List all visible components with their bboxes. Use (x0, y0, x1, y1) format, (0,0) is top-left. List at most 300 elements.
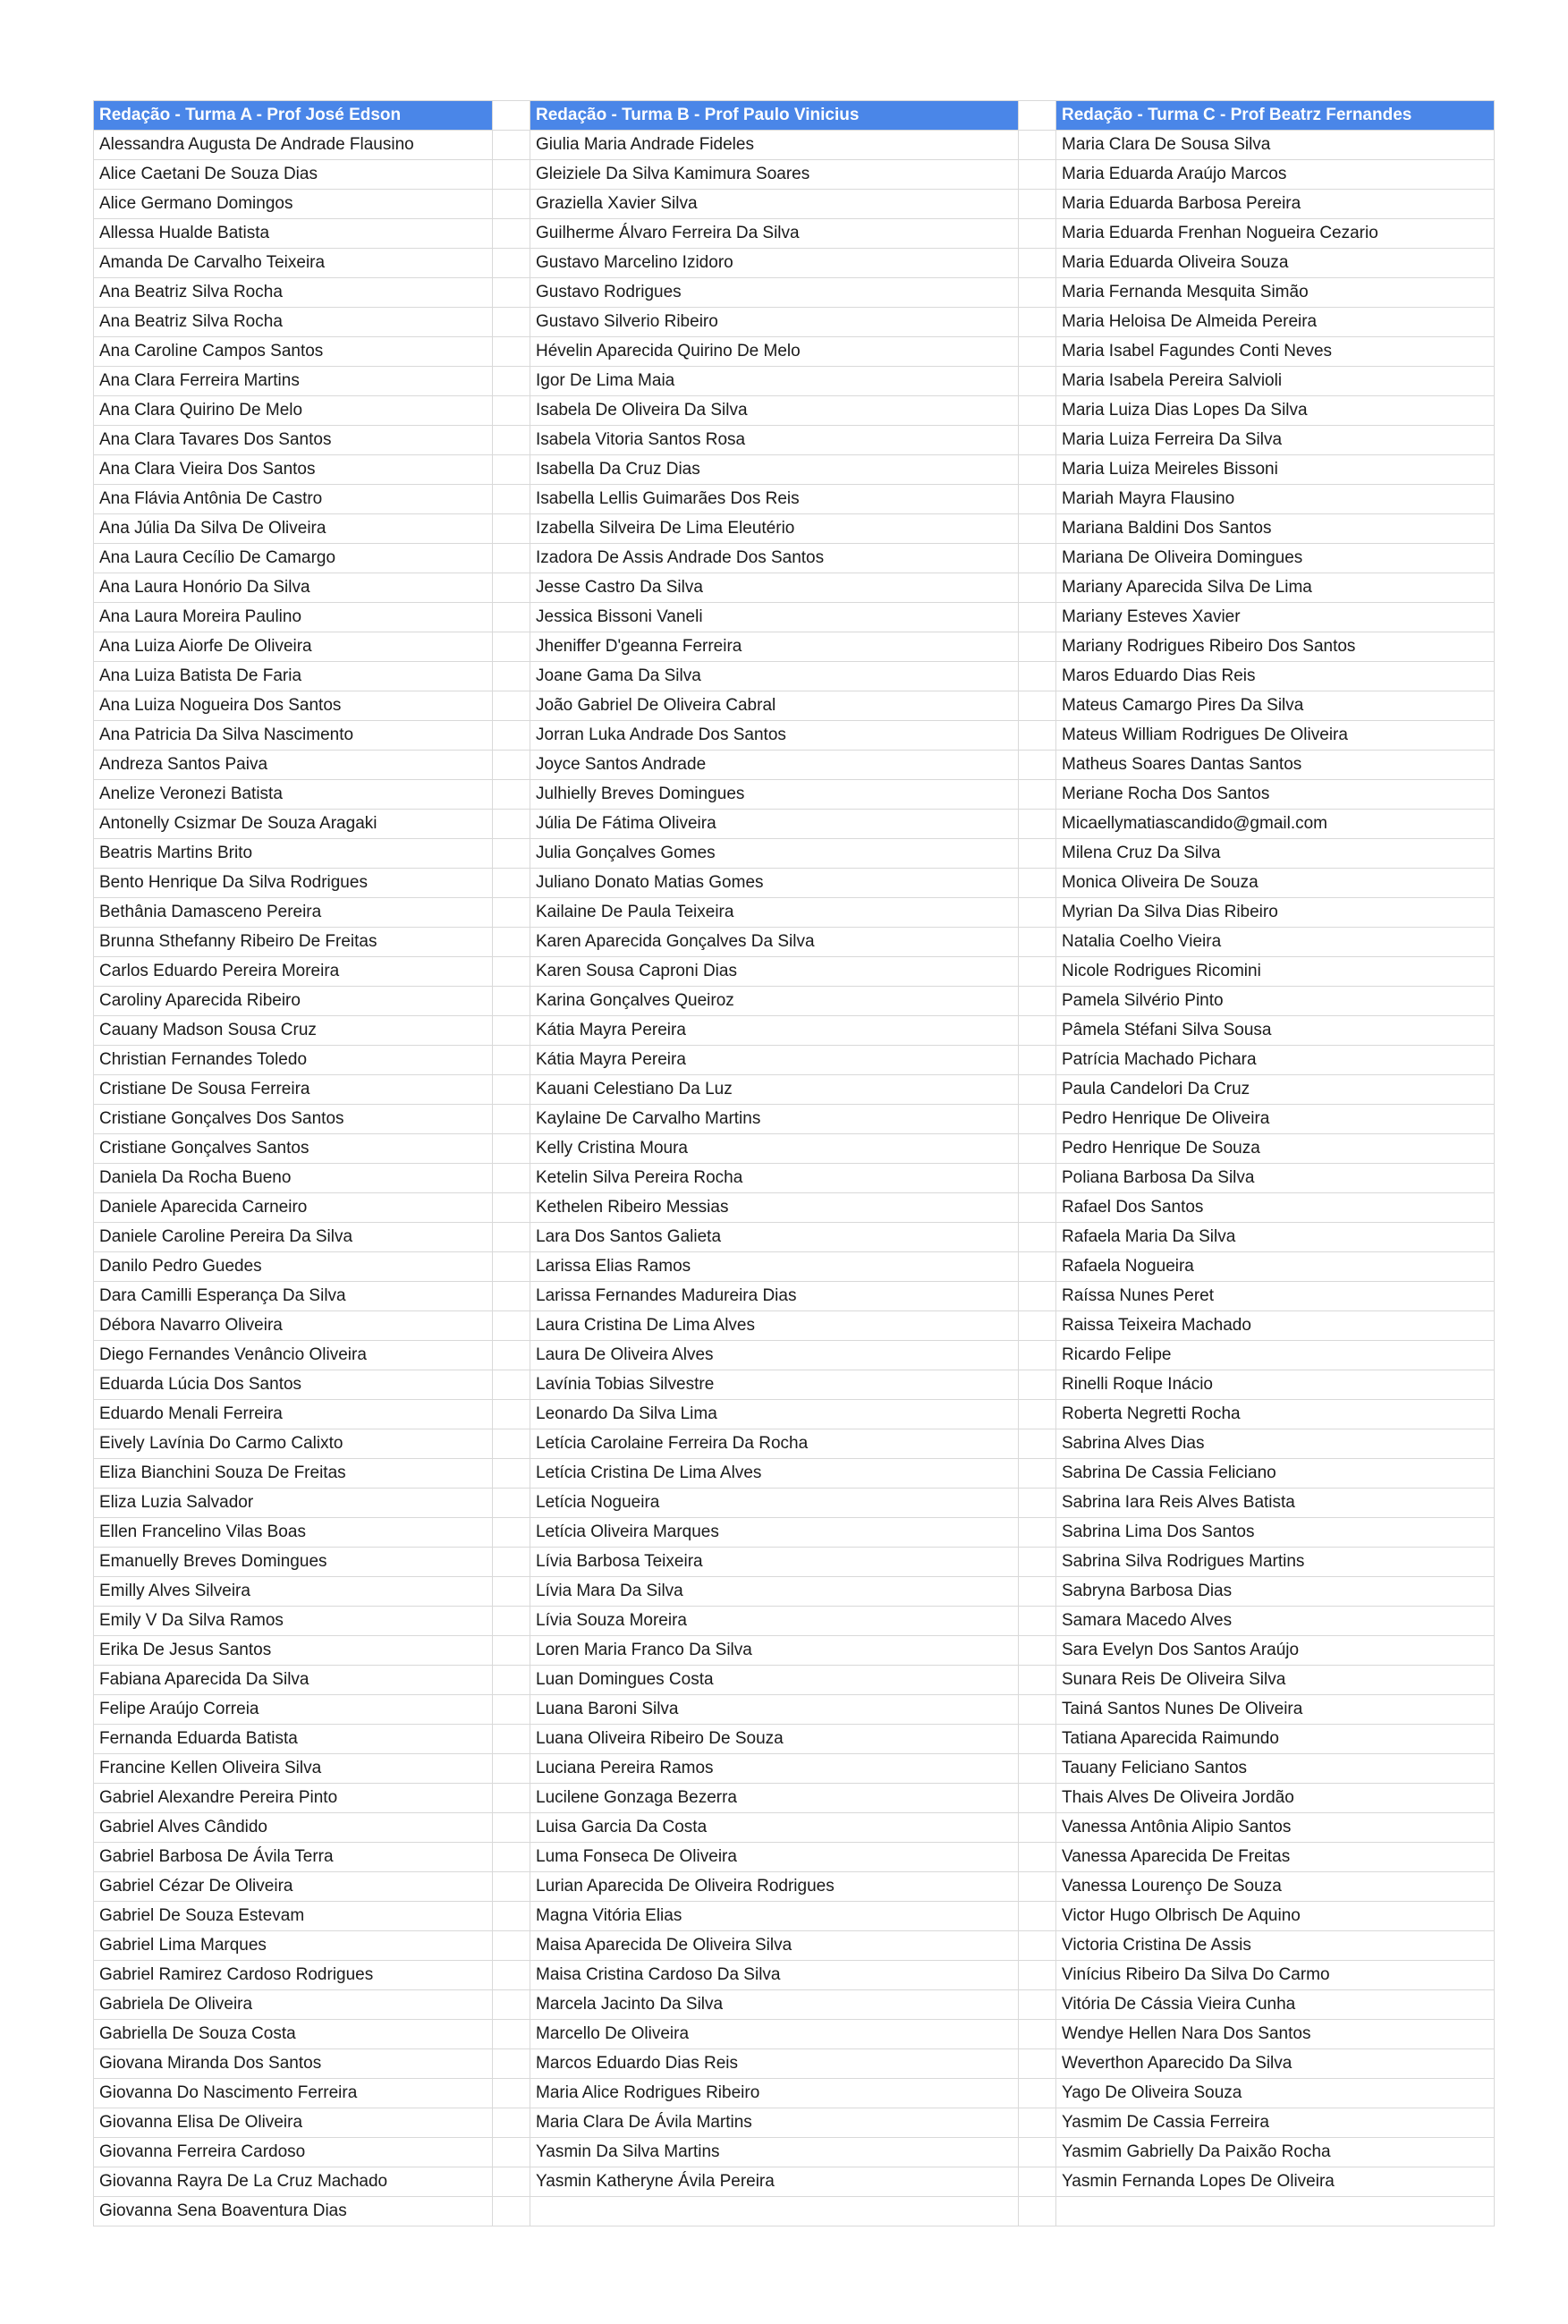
spacer-cell (1019, 1784, 1056, 1813)
turma-a-student-cell: Ana Clara Tavares Dos Santos (94, 426, 493, 455)
turma-b-student-cell: Larissa Elias Ramos (530, 1252, 1019, 1282)
spacer-cell (493, 337, 530, 367)
spacer-cell (493, 1666, 530, 1695)
spacer-cell (1019, 1754, 1056, 1784)
turma-a-student-cell: Gabriel Barbosa De Ávila Terra (94, 1843, 493, 1872)
spacer-cell (1019, 160, 1056, 190)
class-roster-sheet (93, 100, 1495, 2226)
turma-b-student-cell: João Gabriel De Oliveira Cabral (530, 691, 1019, 721)
table-row (94, 603, 1495, 632)
turma-a-student-cell: Bento Henrique Da Silva Rodrigues (94, 869, 493, 898)
spacer-cell (1019, 1607, 1056, 1636)
turma-a-student-cell: Ana Caroline Campos Santos (94, 337, 493, 367)
turma-c-student-cell: Matheus Soares Dantas Santos (1056, 751, 1495, 780)
spacer-cell (1019, 249, 1056, 278)
spacer-cell (493, 1695, 530, 1725)
table-row (94, 514, 1495, 544)
spacer-cell (1019, 426, 1056, 455)
spacer-cell (1019, 839, 1056, 869)
table-row (94, 1105, 1495, 1134)
table-row (94, 573, 1495, 603)
turma-c-student-cell: Poliana Barbosa Da Silva (1056, 1164, 1495, 1193)
table-row (94, 780, 1495, 810)
turma-c-student-cell: Wendye Hellen Nara Dos Santos (1056, 2020, 1495, 2049)
spacer-cell (493, 2108, 530, 2138)
spacer-cell (1019, 1961, 1056, 1990)
table-row (94, 160, 1495, 190)
spacer-cell (1019, 1489, 1056, 1518)
turma-c-student-cell: Mariany Esteves Xavier (1056, 603, 1495, 632)
turma-c-student-cell: Yasmin Fernanda Lopes De Oliveira (1056, 2167, 1495, 2197)
turma-c-student-cell: Maria Isabel Fagundes Conti Neves (1056, 337, 1495, 367)
spacer-cell (1019, 1872, 1056, 1902)
turma-c-student-cell: Weverthon Aparecido Da Silva (1056, 2049, 1495, 2079)
table-row (94, 1164, 1495, 1193)
turma-a-student-cell: Daniela Da Rocha Bueno (94, 1164, 493, 1193)
turma-b-student-cell: Letícia Carolaine Ferreira Da Rocha (530, 1429, 1019, 1459)
spacer-cell (493, 367, 530, 396)
turma-c-student-cell: Maria Luiza Ferreira Da Silva (1056, 426, 1495, 455)
turma-b-student-cell: Igor De Lima Maia (530, 367, 1019, 396)
turma-a-student-cell: Cristiane Gonçalves Dos Santos (94, 1105, 493, 1134)
turma-a-student-cell: Eliza Bianchini Souza De Freitas (94, 1459, 493, 1489)
turma-b-student-cell: Isabela De Oliveira Da Silva (530, 396, 1019, 426)
spacer-cell (493, 1016, 530, 1046)
turma-a-student-cell: Caroliny Aparecida Ribeiro (94, 987, 493, 1016)
turma-b-student-cell: Letícia Oliveira Marques (530, 1518, 1019, 1548)
spacer-cell (1019, 544, 1056, 573)
turma-a-student-cell: Fabiana Aparecida Da Silva (94, 1666, 493, 1695)
turma-b-student-cell: Luan Domingues Costa (530, 1666, 1019, 1695)
table-row (94, 1784, 1495, 1813)
table-row (94, 190, 1495, 219)
turma-a-student-cell: Giovanna Elisa De Oliveira (94, 2108, 493, 2138)
turma-b-student-cell: Jessica Bissoni Vaneli (530, 603, 1019, 632)
spacer-cell (493, 839, 530, 869)
spacer-cell (493, 603, 530, 632)
spacer-cell (493, 1311, 530, 1341)
spacer-cell (493, 190, 530, 219)
turma-b-student-cell: Luma Fonseca De Oliveira (530, 1843, 1019, 1872)
turma-a-student-cell: Ana Clara Ferreira Martins (94, 367, 493, 396)
table-row (94, 2197, 1495, 2226)
spacer-cell (493, 1429, 530, 1459)
table-row (94, 1400, 1495, 1429)
turma-b-student-cell (530, 2197, 1019, 2226)
turma-a-student-cell: Alice Germano Domingos (94, 190, 493, 219)
turma-b-student-cell: Luciana Pereira Ramos (530, 1754, 1019, 1784)
table-row (94, 810, 1495, 839)
table-row (94, 928, 1495, 957)
turma-a-student-cell: Alice Caetani De Souza Dias (94, 160, 493, 190)
turma-a-student-cell: Ellen Francelino Vilas Boas (94, 1518, 493, 1548)
roster-rows (94, 131, 1495, 2226)
spacer-cell (493, 1990, 530, 2020)
turma-c-student-cell: Mariana De Oliveira Domingues (1056, 544, 1495, 573)
turma-b-student-cell: Joane Gama Da Silva (530, 662, 1019, 691)
table-row (94, 1016, 1495, 1046)
spacer-cell (493, 2020, 530, 2049)
spacer-cell (1019, 1813, 1056, 1843)
turma-a-student-cell: Fernanda Eduarda Batista (94, 1725, 493, 1754)
turma-b-student-cell: Hévelin Aparecida Quirino De Melo (530, 337, 1019, 367)
turma-b-student-cell: Isabella Lellis Guimarães Dos Reis (530, 485, 1019, 514)
table-row (94, 1311, 1495, 1341)
turma-a-student-cell: Giovanna Sena Boaventura Dias (94, 2197, 493, 2226)
turma-a-student-cell: Gabriel Alexandre Pereira Pinto (94, 1784, 493, 1813)
turma-b-student-cell: Lívia Souza Moreira (530, 1607, 1019, 1636)
table-row (94, 1961, 1495, 1990)
spacer-cell (1019, 1636, 1056, 1666)
table-row (94, 957, 1495, 987)
table-row (94, 1489, 1495, 1518)
table-row (94, 1902, 1495, 1931)
turma-b-student-cell: Lívia Barbosa Teixeira (530, 1548, 1019, 1577)
spacer-cell (493, 957, 530, 987)
turma-b-student-cell: Laura De Oliveira Alves (530, 1341, 1019, 1370)
table-row (94, 691, 1495, 721)
spacer-cell (493, 573, 530, 603)
spacer-cell (1019, 2167, 1056, 2197)
turma-a-student-cell: Andreza Santos Paiva (94, 751, 493, 780)
spacer-cell (1019, 101, 1056, 131)
turma-a-header: Redação - Turma A - Prof José Edson (94, 101, 493, 131)
turma-c-student-cell: Sabrina Iara Reis Alves Batista (1056, 1489, 1495, 1518)
spacer-cell (493, 751, 530, 780)
table-row (94, 1252, 1495, 1282)
spacer-cell (493, 249, 530, 278)
turma-b-student-cell: Karen Sousa Caproni Dias (530, 957, 1019, 987)
table-row (94, 1518, 1495, 1548)
spacer-cell (493, 2079, 530, 2108)
spacer-cell (493, 898, 530, 928)
spacer-cell (1019, 1370, 1056, 1400)
turma-a-student-cell: Débora Navarro Oliveira (94, 1311, 493, 1341)
turma-b-student-cell: Isabella Da Cruz Dias (530, 455, 1019, 485)
spacer-cell (493, 780, 530, 810)
turma-a-student-cell: Antonelly Csizmar De Souza Aragaki (94, 810, 493, 839)
turma-b-student-cell: Lara Dos Santos Galieta (530, 1223, 1019, 1252)
turma-c-student-cell: Rinelli Roque Inácio (1056, 1370, 1495, 1400)
turma-b-student-cell: Kátia Mayra Pereira (530, 1046, 1019, 1075)
spacer-cell (1019, 1429, 1056, 1459)
spacer-cell (1019, 1282, 1056, 1311)
spacer-cell (493, 1725, 530, 1754)
table-row (94, 1046, 1495, 1075)
turma-b-student-cell: Marcello De Oliveira (530, 2020, 1019, 2049)
spacer-cell (493, 1518, 530, 1548)
turma-a-student-cell: Carlos Eduardo Pereira Moreira (94, 957, 493, 987)
turma-b-student-cell: Maria Alice Rodrigues Ribeiro (530, 2079, 1019, 2108)
spacer-cell (493, 1223, 530, 1252)
table-row (94, 131, 1495, 160)
spacer-cell (493, 721, 530, 751)
turma-c-student-cell: Sabrina De Cassia Feliciano (1056, 1459, 1495, 1489)
turma-c-student-cell: Thais Alves De Oliveira Jordão (1056, 1784, 1495, 1813)
turma-a-student-cell: Giovanna Do Nascimento Ferreira (94, 2079, 493, 2108)
spacer-cell (1019, 2049, 1056, 2079)
spacer-cell (1019, 219, 1056, 249)
turma-a-student-cell: Eduardo Menali Ferreira (94, 1400, 493, 1429)
spacer-cell (493, 2167, 530, 2197)
spacer-cell (493, 396, 530, 426)
turma-a-student-cell: Amanda De Carvalho Teixeira (94, 249, 493, 278)
turma-a-student-cell: Gabriel Lima Marques (94, 1931, 493, 1961)
turma-b-student-cell: Jheniffer D'geanna Ferreira (530, 632, 1019, 662)
turma-c-student-cell: Maria Fernanda Mesquita Simão (1056, 278, 1495, 308)
turma-a-student-cell: Ana Luiza Nogueira Dos Santos (94, 691, 493, 721)
spacer-cell (1019, 662, 1056, 691)
turma-b-student-cell: Lucilene Gonzaga Bezerra (530, 1784, 1019, 1813)
turma-c-student-cell: Maria Clara De Sousa Silva (1056, 131, 1495, 160)
turma-b-student-cell: Loren Maria Franco Da Silva (530, 1636, 1019, 1666)
spacer-cell (1019, 1990, 1056, 2020)
spacer-cell (493, 928, 530, 957)
spacer-cell (1019, 1548, 1056, 1577)
turma-b-student-cell: Kauani Celestiano Da Luz (530, 1075, 1019, 1105)
table-row (94, 1725, 1495, 1754)
spacer-cell (1019, 337, 1056, 367)
turma-c-student-cell: Tainá Santos Nunes De Oliveira (1056, 1695, 1495, 1725)
turma-c-student-cell: Natalia Coelho Vieira (1056, 928, 1495, 957)
turma-b-student-cell: Maisa Cristina Cardoso Da Silva (530, 1961, 1019, 1990)
turma-b-student-cell: Izabella Silveira De Lima Eleutério (530, 514, 1019, 544)
table-row (94, 1754, 1495, 1784)
turma-a-student-cell: Alessandra Augusta De Andrade Flausino (94, 131, 493, 160)
table-row (94, 1429, 1495, 1459)
turma-a-student-cell: Giovana Miranda Dos Santos (94, 2049, 493, 2079)
turma-c-student-cell: Maria Eduarda Frenhan Nogueira Cezario (1056, 219, 1495, 249)
turma-c-student-cell: Mateus Camargo Pires Da Silva (1056, 691, 1495, 721)
spacer-cell (1019, 780, 1056, 810)
table-row (94, 219, 1495, 249)
turma-a-student-cell: Gabriella De Souza Costa (94, 2020, 493, 2049)
turma-b-student-cell: Yasmin Katheryne Ávila Pereira (530, 2167, 1019, 2197)
table-row (94, 544, 1495, 573)
turma-a-student-cell: Cristiane De Sousa Ferreira (94, 1075, 493, 1105)
table-row (94, 1223, 1495, 1252)
spacer-cell (493, 1843, 530, 1872)
spacer-cell (493, 1046, 530, 1075)
turma-c-student-cell: Mateus William Rodrigues De Oliveira (1056, 721, 1495, 751)
turma-a-student-cell: Ana Júlia Da Silva De Oliveira (94, 514, 493, 544)
turma-c-student-cell: Vitória De Cássia Vieira Cunha (1056, 1990, 1495, 2020)
table-row (94, 721, 1495, 751)
turma-b-student-cell: Izadora De Assis Andrade Dos Santos (530, 544, 1019, 573)
spacer-cell (493, 1931, 530, 1961)
turma-c-student-cell: Monica Oliveira De Souza (1056, 869, 1495, 898)
turma-c-student-cell: Paula Candelori Da Cruz (1056, 1075, 1495, 1105)
spacer-cell (1019, 1016, 1056, 1046)
turma-c-student-cell: Myrian Da Silva Dias Ribeiro (1056, 898, 1495, 928)
spacer-cell (493, 1341, 530, 1370)
turma-a-student-cell: Diego Fernandes Venâncio Oliveira (94, 1341, 493, 1370)
table-row (94, 1370, 1495, 1400)
spacer-cell (493, 1459, 530, 1489)
spacer-cell (493, 1636, 530, 1666)
spacer-cell (1019, 928, 1056, 957)
turma-b-student-cell: Letícia Cristina De Lima Alves (530, 1459, 1019, 1489)
turma-b-student-cell: Ketelin Silva Pereira Rocha (530, 1164, 1019, 1193)
spacer-cell (1019, 751, 1056, 780)
turma-b-student-cell: Lavínia Tobias Silvestre (530, 1370, 1019, 1400)
spacer-cell (493, 131, 530, 160)
spacer-cell (1019, 1311, 1056, 1341)
spacer-cell (493, 2138, 530, 2167)
turma-c-student-cell: Maros Eduardo Dias Reis (1056, 662, 1495, 691)
turma-b-student-cell: Yasmin Da Silva Martins (530, 2138, 1019, 2167)
turma-a-student-cell: Francine Kellen Oliveira Silva (94, 1754, 493, 1784)
table-row (94, 898, 1495, 928)
turma-a-student-cell: Ana Flávia Antônia De Castro (94, 485, 493, 514)
turma-b-student-cell: Luana Oliveira Ribeiro De Souza (530, 1725, 1019, 1754)
table-row (94, 839, 1495, 869)
turma-a-student-cell: Brunna Sthefanny Ribeiro De Freitas (94, 928, 493, 957)
table-row (94, 2138, 1495, 2167)
turma-b-student-cell: Karina Gonçalves Queiroz (530, 987, 1019, 1016)
turma-a-student-cell: Giovanna Ferreira Cardoso (94, 2138, 493, 2167)
table-row (94, 1548, 1495, 1577)
turma-c-student-cell: Vanessa Aparecida De Freitas (1056, 1843, 1495, 1872)
turma-c-student-cell: Mariany Rodrigues Ribeiro Dos Santos (1056, 632, 1495, 662)
turma-b-student-cell: Maisa Aparecida De Oliveira Silva (530, 1931, 1019, 1961)
turma-a-student-cell: Christian Fernandes Toledo (94, 1046, 493, 1075)
table-row (94, 1075, 1495, 1105)
spacer-cell (493, 810, 530, 839)
turma-c-student-cell: Pamela Silvério Pinto (1056, 987, 1495, 1016)
turma-b-student-cell: Laura Cristina De Lima Alves (530, 1311, 1019, 1341)
spacer-cell (493, 1607, 530, 1636)
turma-a-student-cell: Ana Luiza Batista De Faria (94, 662, 493, 691)
spacer-cell (493, 455, 530, 485)
spacer-cell (1019, 1252, 1056, 1282)
spacer-cell (493, 1252, 530, 1282)
turma-b-student-cell: Marcos Eduardo Dias Reis (530, 2049, 1019, 2079)
spacer-cell (493, 160, 530, 190)
turma-b-student-cell: Lívia Mara Da Silva (530, 1577, 1019, 1607)
spacer-cell (1019, 721, 1056, 751)
turma-b-student-cell: Larissa Fernandes Madureira Dias (530, 1282, 1019, 1311)
turma-a-student-cell: Ana Clara Vieira Dos Santos (94, 455, 493, 485)
turma-c-student-cell: Pedro Henrique De Souza (1056, 1134, 1495, 1164)
turma-a-student-cell: Ana Luiza Aiorfe De Oliveira (94, 632, 493, 662)
spacer-cell (493, 485, 530, 514)
turma-a-student-cell: Gabriel Alves Cândido (94, 1813, 493, 1843)
turma-a-student-cell: Allessa Hualde Batista (94, 219, 493, 249)
spacer-cell (493, 426, 530, 455)
turma-a-student-cell: Felipe Araújo Correia (94, 1695, 493, 1725)
turma-a-student-cell: Erika De Jesus Santos (94, 1636, 493, 1666)
turma-a-student-cell: Ana Beatriz Silva Rocha (94, 278, 493, 308)
table-row (94, 2020, 1495, 2049)
turma-a-student-cell: Bethânia Damasceno Pereira (94, 898, 493, 928)
turma-a-student-cell: Anelize Veronezi Batista (94, 780, 493, 810)
turma-a-student-cell: Gabriel De Souza Estevam (94, 1902, 493, 1931)
table-row (94, 455, 1495, 485)
turma-c-student-cell: Mariana Baldini Dos Santos (1056, 514, 1495, 544)
spacer-cell (1019, 1193, 1056, 1223)
spacer-cell (1019, 1902, 1056, 1931)
spacer-cell (493, 1134, 530, 1164)
turma-a-student-cell: Eliza Luzia Salvador (94, 1489, 493, 1518)
turma-c-student-cell: Raissa Teixeira Machado (1056, 1311, 1495, 1341)
spacer-cell (1019, 1577, 1056, 1607)
turma-a-student-cell: Ana Laura Honório Da Silva (94, 573, 493, 603)
spacer-cell (1019, 1223, 1056, 1252)
table-row (94, 308, 1495, 337)
turma-c-student-cell: Micaellymatiascandido@gmail.com (1056, 810, 1495, 839)
table-row (94, 426, 1495, 455)
turma-c-student-cell: Sabrina Lima Dos Santos (1056, 1518, 1495, 1548)
spacer-cell (493, 632, 530, 662)
table-row (94, 1813, 1495, 1843)
turma-c-student-cell: Roberta Negretti Rocha (1056, 1400, 1495, 1429)
turma-a-student-cell: Ana Patricia Da Silva Nascimento (94, 721, 493, 751)
turma-b-student-cell: Luana Baroni Silva (530, 1695, 1019, 1725)
spacer-cell (1019, 2079, 1056, 2108)
turma-c-student-cell: Mariany Aparecida Silva De Lima (1056, 573, 1495, 603)
spacer-cell (1019, 190, 1056, 219)
turma-b-student-cell: Lurian Aparecida De Oliveira Rodrigues (530, 1872, 1019, 1902)
turma-a-student-cell: Ana Clara Quirino De Melo (94, 396, 493, 426)
turma-a-student-cell: Gabriel Ramirez Cardoso Rodrigues (94, 1961, 493, 1990)
table-row (94, 1459, 1495, 1489)
spacer-cell (493, 1872, 530, 1902)
turma-c-student-cell: Maria Eduarda Oliveira Souza (1056, 249, 1495, 278)
spacer-cell (493, 2049, 530, 2079)
turma-c-student-cell: Pedro Henrique De Oliveira (1056, 1105, 1495, 1134)
turma-a-student-cell: Eduarda Lúcia Dos Santos (94, 1370, 493, 1400)
turma-c-student-cell: Sunara Reis De Oliveira Silva (1056, 1666, 1495, 1695)
turma-c-student-cell: Maria Luiza Dias Lopes Da Silva (1056, 396, 1495, 426)
spacer-cell (493, 1961, 530, 1990)
turma-b-student-cell: Júlia De Fátima Oliveira (530, 810, 1019, 839)
turma-c-student-cell: Vanessa Antônia Alipio Santos (1056, 1813, 1495, 1843)
turma-a-student-cell: Ana Laura Cecílio De Camargo (94, 544, 493, 573)
spacer-cell (493, 2197, 530, 2226)
turma-c-student-cell: Vanessa Lourenço De Souza (1056, 1872, 1495, 1902)
spacer-cell (1019, 957, 1056, 987)
turma-b-student-cell: Joyce Santos Andrade (530, 751, 1019, 780)
table-row (94, 1666, 1495, 1695)
spacer-cell (493, 662, 530, 691)
spacer-cell (493, 1105, 530, 1134)
turma-c-student-cell: Maria Luiza Meireles Bissoni (1056, 455, 1495, 485)
table-row (94, 662, 1495, 691)
turma-a-student-cell: Beatris Martins Brito (94, 839, 493, 869)
turma-c-student-cell: Rafaela Nogueira (1056, 1252, 1495, 1282)
spacer-cell (1019, 1931, 1056, 1961)
turma-b-student-cell: Letícia Nogueira (530, 1489, 1019, 1518)
table-row (94, 869, 1495, 898)
spacer-cell (1019, 1164, 1056, 1193)
turma-c-student-cell: Yasmim Gabrielly Da Paixão Rocha (1056, 2138, 1495, 2167)
turma-c-student-cell: Yasmim De Cassia Ferreira (1056, 2108, 1495, 2138)
spacer-cell (1019, 691, 1056, 721)
turma-a-student-cell: Cristiane Gonçalves Santos (94, 1134, 493, 1164)
turma-a-student-cell: Daniele Caroline Pereira Da Silva (94, 1223, 493, 1252)
turma-a-student-cell: Danilo Pedro Guedes (94, 1252, 493, 1282)
spacer-cell (493, 1902, 530, 1931)
turma-c-student-cell: Victoria Cristina De Assis (1056, 1931, 1495, 1961)
spacer-cell (1019, 1046, 1056, 1075)
table-row (94, 367, 1495, 396)
table-row (94, 1990, 1495, 2020)
spacer-cell (1019, 2138, 1056, 2167)
turma-b-student-cell: Kethelen Ribeiro Messias (530, 1193, 1019, 1223)
turma-c-student-cell: Mariah Mayra Flausino (1056, 485, 1495, 514)
turma-c-student-cell: Ricardo Felipe (1056, 1341, 1495, 1370)
